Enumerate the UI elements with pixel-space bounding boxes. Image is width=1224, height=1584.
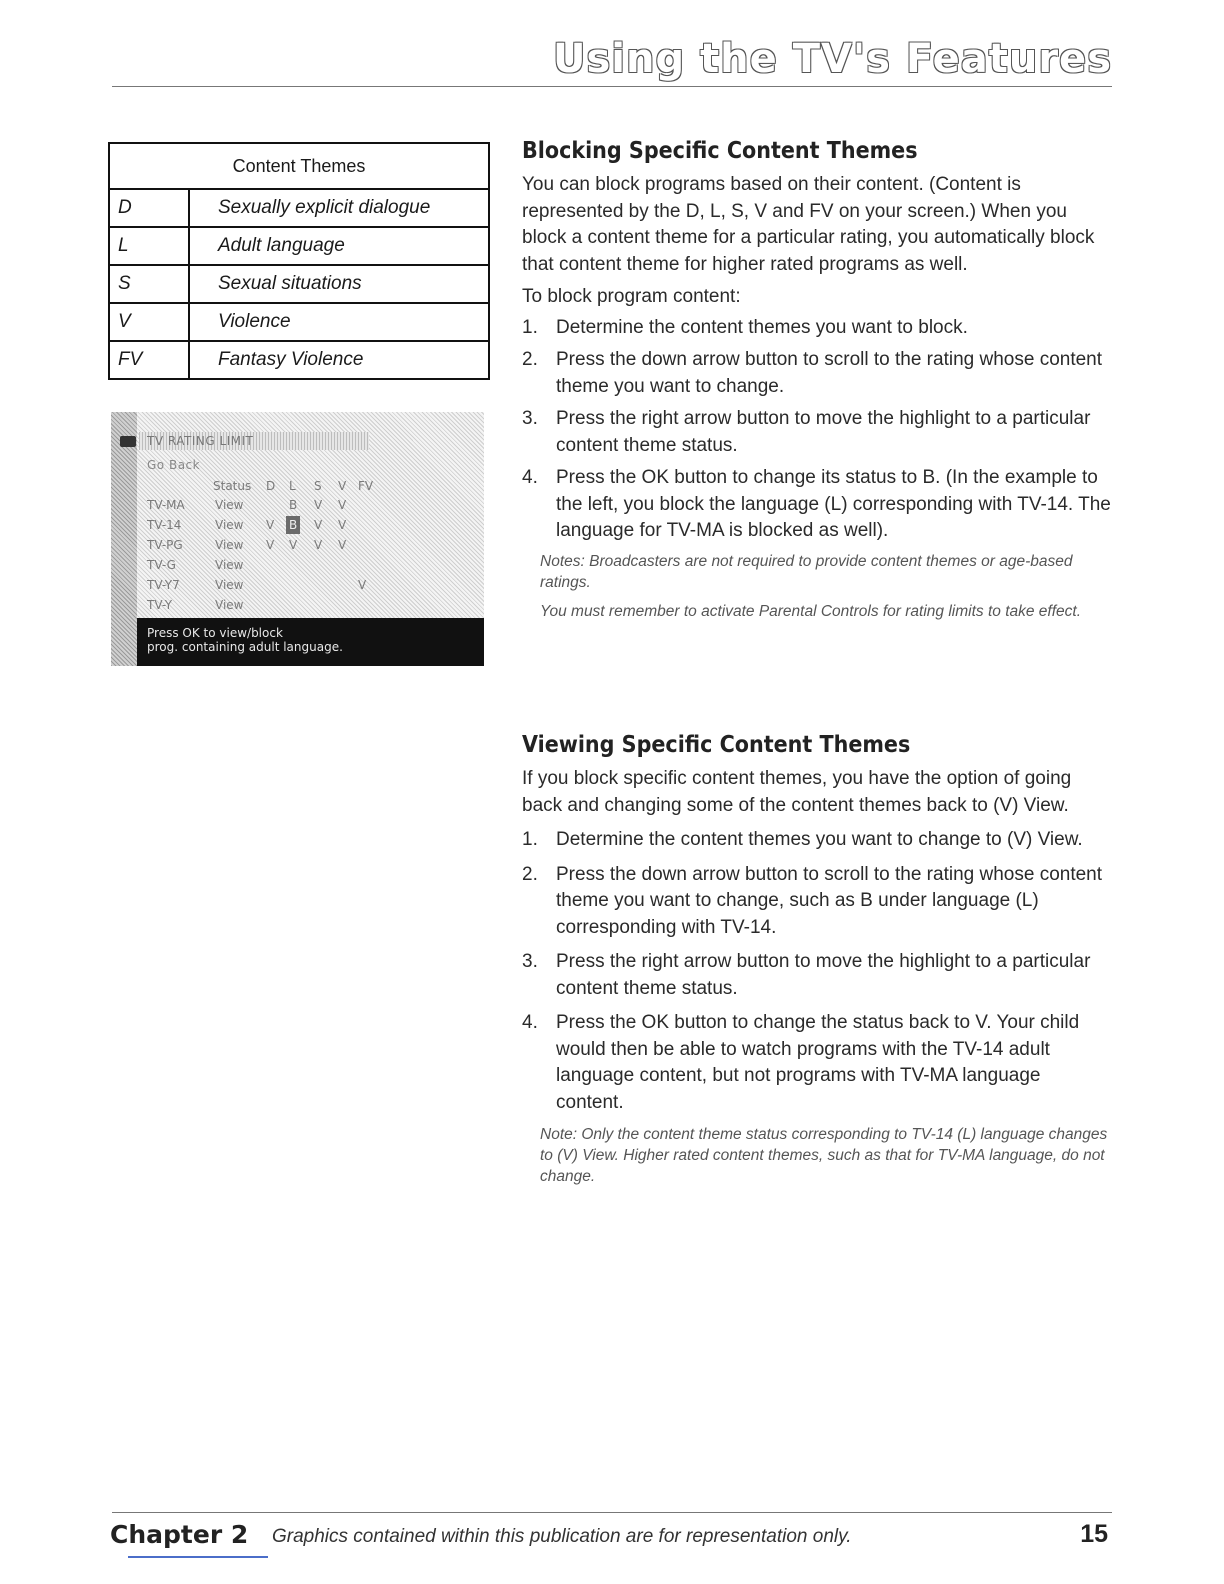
rating-status: View [215,518,244,532]
blocking-lead: To block program content: [522,286,741,307]
theme-code: S [109,265,189,303]
page-number: 15 [1080,1520,1108,1548]
content-themes-table [108,142,490,380]
theme-code: L [109,227,189,265]
rating-label: TV-G [147,558,176,572]
rating-status: View [215,558,244,572]
rating-label: TV-14 [147,518,182,532]
rating-status: View [215,498,244,512]
cell-d: V [266,518,275,532]
rating-label: TV-Y [147,598,173,612]
list-item: 2. Press the down arrow button to scroll to the rating whose content theme you want to change, such as B under language (L) corresponding with TV-14. [522,863,1103,938]
col-l: L [289,479,296,493]
step-text: Press the OK button to change the status back to V. Your child would then be able to watch programs with the TV-14 adult language content, but not programs with TV-MA language content. [556,1012,1080,1113]
rating-label: TV-MA [147,498,185,512]
tv-rating-limit-screenshot [111,412,484,666]
menu-go-back: Go Back [147,458,201,472]
theme-desc: Violence [189,303,489,341]
list-item: 1. Determine the content themes you want to change to (V) View. [522,829,1083,850]
viewing-steps [522,827,1112,1116]
step-text: Press the right arrow button to move the highlight to a particular content theme status. [556,408,1091,456]
theme-code: V [109,303,189,341]
col-status: Status [213,479,252,493]
theme-desc: Sexual situations [189,265,489,303]
blocking-intro: You can block programs based on their content. (Content is represented by the D, L, S, V and FV on your screen.) When you block a content theme for a particular rating, you automatically block that content theme for higher rated programs as well. [522,174,1095,275]
help-line-2: prog. containing adult language. [147,640,343,654]
page-header-title: Using the TV's Features [553,36,1112,82]
rating-label: TV-PG [147,538,183,552]
blocking-note-2: You must remember to activate Parental Controls for rating limits to take effect. [540,602,1082,620]
menu-sidebar [111,412,137,666]
rating-status: View [215,578,244,592]
content-themes-title: Content Themes [109,143,489,189]
theme-code: D [109,189,189,227]
theme-code: FV [109,341,189,379]
col-v: V [338,479,347,493]
lock-icon [120,436,136,447]
viewing-section [522,732,1112,1187]
cell-s: V [314,518,323,532]
cell-l: V [289,538,298,552]
viewing-note: Note: Only the content theme status corresponding to TV-14 (L) language changes to (V) View. Higher rated content themes, such as that for TV-MA language, do not change. [540,1126,1108,1185]
cell-s: V [314,538,323,552]
footer-chapter: Chapter 2 [110,1520,249,1549]
col-s: S [314,479,322,493]
table-row [109,341,489,379]
section-heading: Viewing Specific Content Themes [522,732,911,758]
list-item: 2. Press the down arrow button to scroll to the rating whose content theme you want to change. [522,349,1103,397]
menu-title: TV RATING LIMIT [147,434,254,448]
step-text: Press the down arrow button to scroll to the rating whose content theme you want to change, such as B under language (L) corresponding with TV-14. [556,863,1103,938]
footer-note: Graphics contained within this publication are for representation only. [272,1526,852,1547]
col-d: D [266,479,276,493]
theme-desc: Sexually explicit dialogue [189,189,489,227]
theme-desc: Fantasy Violence [189,341,489,379]
table-row [109,227,489,265]
section-heading: Blocking Specific Content Themes [522,138,918,164]
list-item: 3. Press the right arrow button to move the highlight to a particular content theme status. [522,408,1091,456]
footer-rule [112,1512,1112,1513]
rating-status: View [215,598,244,612]
theme-desc: Adult language [189,227,489,265]
table-row [109,189,489,227]
cell-d: V [266,538,275,552]
list-item: 3. Press the right arrow button to move the highlight to a particular content theme status. [522,951,1091,999]
rating-status: View [215,538,244,552]
footer-chapter-underline [128,1556,268,1558]
step-text: Press the right arrow button to move the highlight to a particular content theme status. [556,951,1091,999]
cell-v: V [338,518,347,532]
cell-v: V [338,538,347,552]
step-text: Determine the content themes you want to block. [556,316,968,338]
col-fv: FV [358,479,374,493]
header-rule [112,86,1112,87]
step-text: Determine the content themes you want to change to (V) View. [556,829,1083,850]
menu-help-bar [137,618,484,666]
cell-l: B [289,518,298,532]
cell-s: V [314,498,323,512]
list-item: 4. Press the OK button to change its status to B. (In the example to the left, you block the language (L) corresponding with TV-14. The language for TV-MA is blocked as well). [522,467,1111,541]
step-text: Press the OK button to change its status to B. (In the example to the left, you block the language (L) corresponding with TV-14. The language for TV-MA is blocked as well). [556,467,1111,541]
cell-l: B [289,498,298,512]
rating-label: TV-Y7 [147,578,180,592]
cell-fv: V [358,578,367,592]
blocking-section [522,138,1112,622]
blocking-steps [522,315,1112,545]
table-row [109,265,489,303]
help-line-1: Press OK to view/block [147,626,283,640]
step-text: Press the down arrow button to scroll to the rating whose content theme you want to change. [556,349,1103,397]
table-row [109,303,489,341]
blocking-note-1: Notes: Broadcasters are not required to provide content themes or age-based ratings. [540,552,1073,591]
viewing-intro: If you block specific content themes, you have the option of going back and changing some of the content themes back to (V) View. [522,768,1072,816]
list-item: 4. Press the OK button to change the status back to V. Your child would then be able to watch programs with the TV-14 adult language content, but not programs with TV-MA language content. [522,1012,1080,1113]
list-item: 1. Determine the content themes you want to block. [522,316,968,338]
cell-v: V [338,498,347,512]
